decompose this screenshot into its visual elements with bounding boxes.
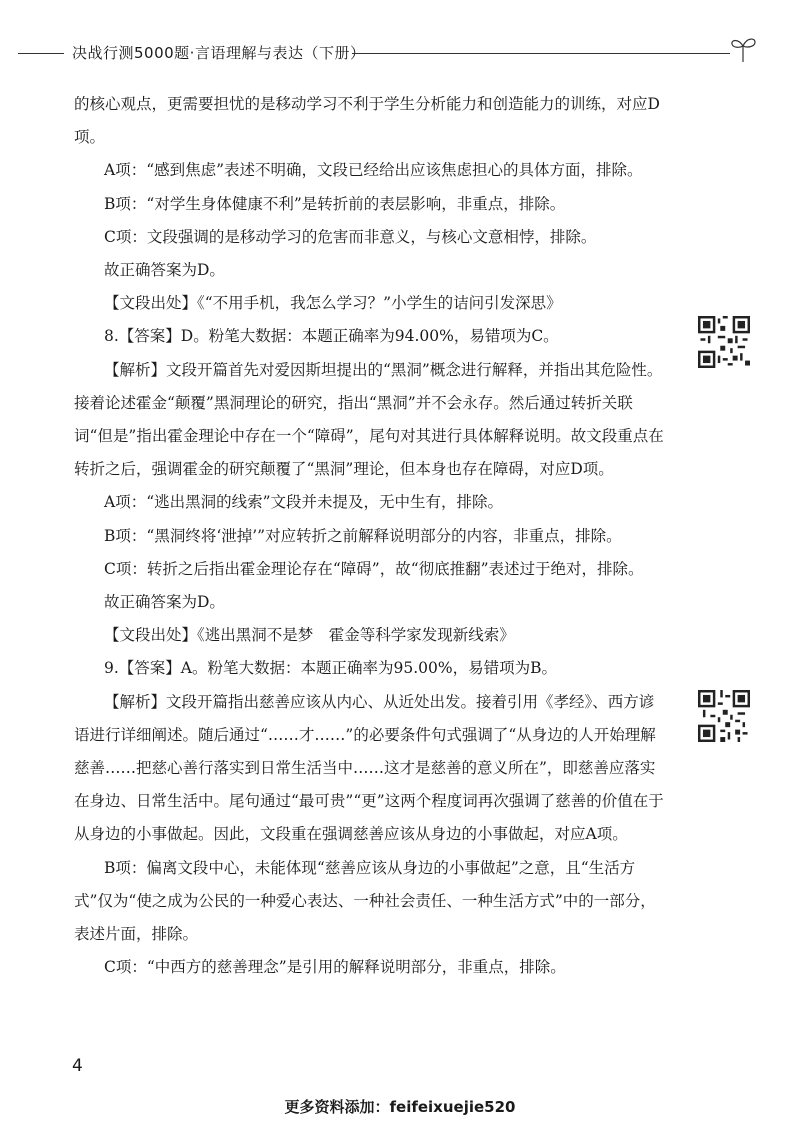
header-rule-left xyxy=(18,53,64,54)
paragraph: C项：转折之后指出霍金理论存在“障碍”，故“彻底推翻”表述过于绝对，排除。 xyxy=(104,559,644,578)
paragraph: 【解析】文段开篇首先对爱因斯坦提出的“黑洞”概念进行解释，并指出其危险性。接着论述霍金“颠覆”黑洞理论的研究，指出“黑洞”并不会永存。然后通过转折关联词“但是”指出霍金理论中存在一个“障碍”，尾句对其进行具体解释说明。故文段重点在转折之后，强调霍金的研究颠覆了“黑洞”理论，但本身也存在障碍，对应D项。 xyxy=(74,360,664,479)
paragraph: 8.【答案】D。粉笔大数据：本题正确率为94.00%，易错项为C。 xyxy=(104,327,559,346)
paragraph: 9.【答案】A。粉笔大数据：本题正确率为95.00%，易错项为B。 xyxy=(104,659,557,678)
footer-note: 更多资料添加：feifeixuejie520 xyxy=(284,1098,516,1116)
qr-code-icon xyxy=(698,316,750,368)
paragraph: A项：“感到焦虑”表述不明确，文段已经给出应该焦虑担心的具体方面，排除。 xyxy=(104,161,643,180)
paragraph: B项：“黑洞终将‘泄掉’”对应转折之前解释说明部分的内容，非重点，排除。 xyxy=(104,526,622,545)
running-header-title: 决战行测5000题·言语理解与表达（下册） xyxy=(72,44,366,62)
paragraph: 的核心观点，更需要担忧的是移动学习不利于学生分析能力和创造能力的训练，对应D项。 xyxy=(74,95,660,147)
page-body xyxy=(74,88,668,984)
qr-code-icon xyxy=(698,690,750,742)
paragraph: 【文段出处】《逃出黑洞不是梦 霍金等科学家发现新线索》 xyxy=(104,626,515,645)
sprout-icon xyxy=(728,34,758,64)
paragraph: A项：“逃出黑洞的线索”文段并未提及，无中生有，排除。 xyxy=(104,493,504,512)
paragraph: 故正确答案为D。 xyxy=(104,593,225,612)
paragraph: 【解析】文段开篇指出慈善应该从内心、从近处出发。接着引用《孝经》、西方谚语进行详细阐述。随后通过“……才……”的必要条件句式强调了“从身边的人开始理解慈善……把慈心善行落实到日常生活当中……这才是慈善的意义所在”，即慈善应落实在身边、日常生活中。尾句通过“最可贵”“更”这两个程度词再次强调了慈善的价值在于从身边的小事做起。因此，文段重在强调慈善应该从身边的小事做起，对应A项。 xyxy=(74,692,664,844)
paragraph: B项：“对学生身体健康不利”是转折前的表层影响，非重点，排除。 xyxy=(104,194,566,213)
running-header xyxy=(0,38,800,66)
paragraph: B项：偏离文段中心，未能体现“慈善应该从身边的小事做起”之意，且“生活方式”仅为“使之成为公民的一种爱心表达、一种社会责任、一种生活方式”中的一部分，表述片面，排除。 xyxy=(74,858,656,944)
page-number: 4 xyxy=(72,1056,83,1076)
paragraph: 故正确答案为D。 xyxy=(104,261,225,280)
paragraph: C项：“中西方的慈善理念”是引用的解释说明部分，非重点，排除。 xyxy=(104,958,566,977)
paragraph: 【文段出处】《“不用手机，我怎么学习？”小学生的诘问引发深思》 xyxy=(104,294,562,313)
paragraph: C项：文段强调的是移动学习的危害而非意义，与核心文意相悖，排除。 xyxy=(104,227,597,246)
header-rule-right xyxy=(352,53,730,54)
